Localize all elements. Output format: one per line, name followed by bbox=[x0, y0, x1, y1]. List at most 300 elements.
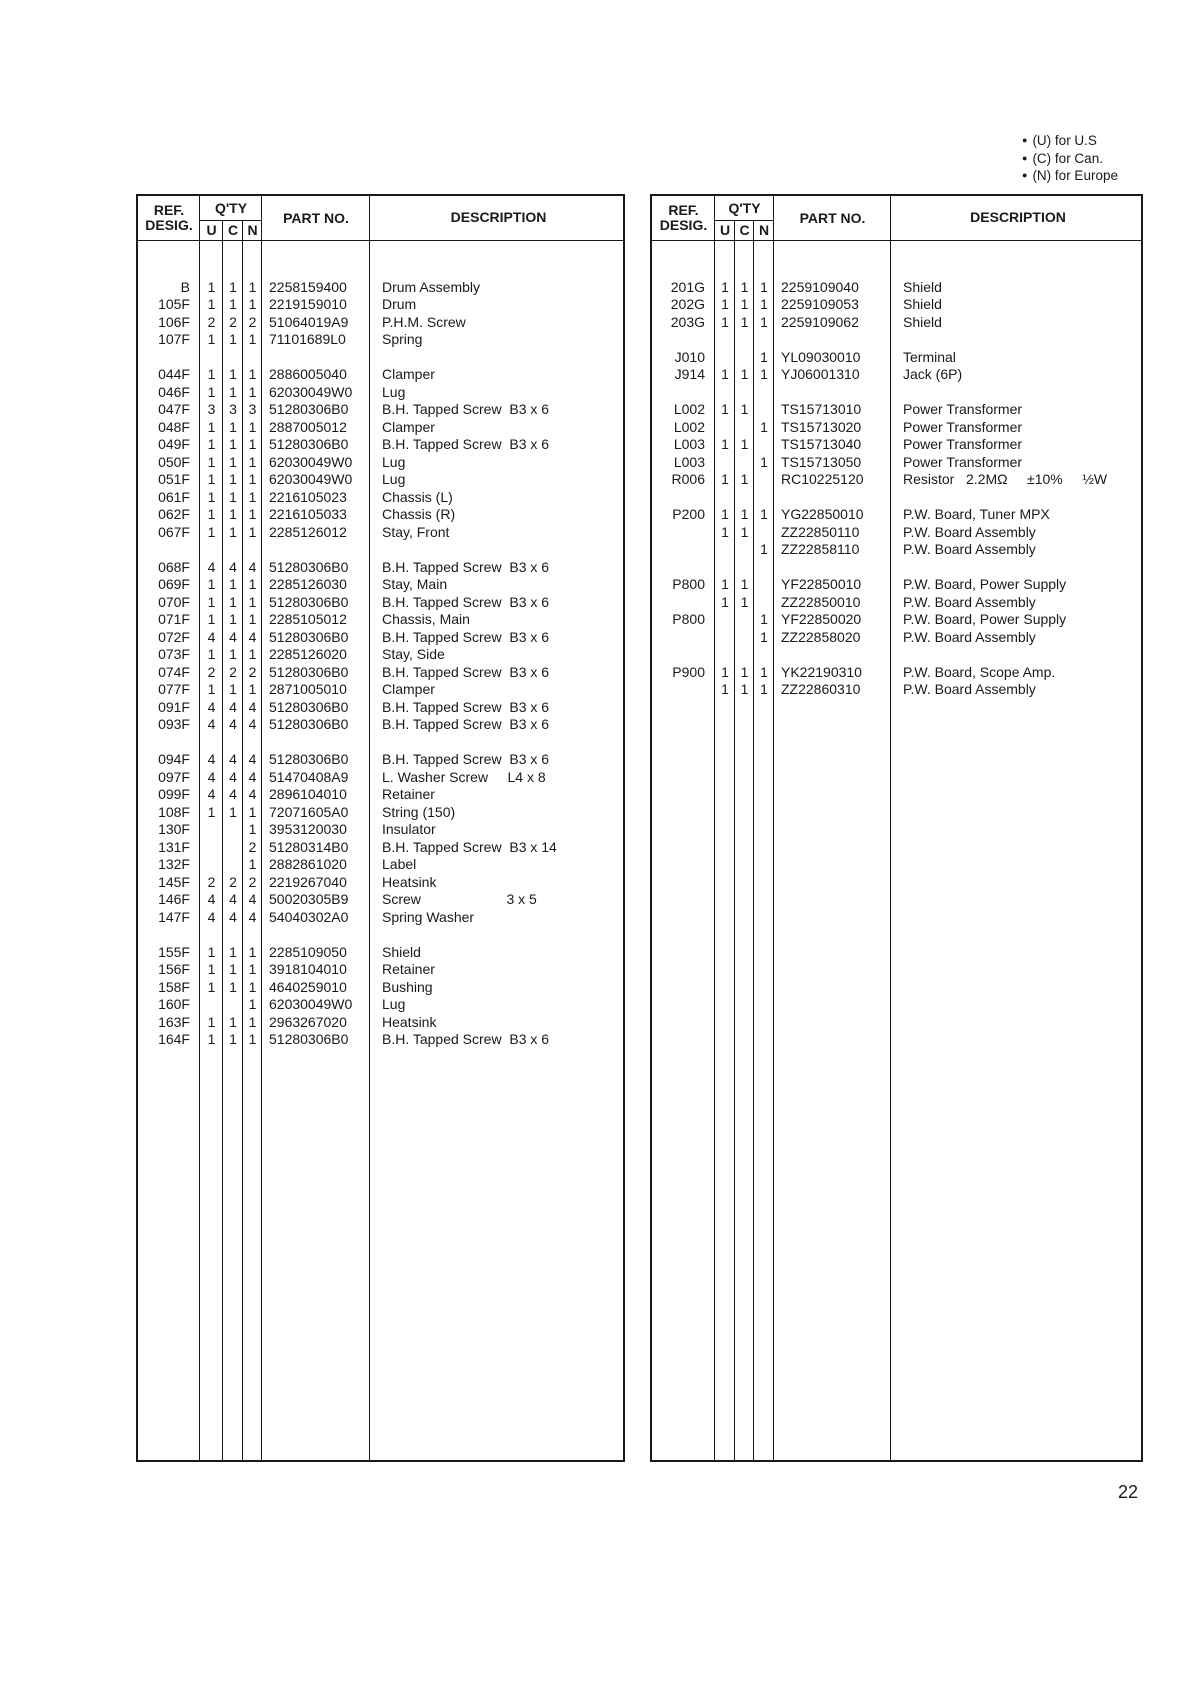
part-no-cell: 50020305B9 bbox=[269, 891, 349, 907]
table-row bbox=[138, 926, 623, 944]
part-no-cell: 2216105023 bbox=[269, 488, 347, 505]
part-no-cell: 2882861020 bbox=[269, 856, 347, 872]
part-no-cell: 2219159010 bbox=[269, 296, 347, 312]
qty-n-cell: 1 bbox=[248, 331, 257, 347]
qty-n-cell: 1 bbox=[248, 296, 257, 312]
qty-u-cell: 1 bbox=[207, 611, 216, 627]
qty-c-cell: 1 bbox=[229, 646, 237, 662]
part-no-cell: 3953120030 bbox=[269, 821, 347, 837]
ref-desig-cell: L003 bbox=[673, 436, 705, 452]
qty-c-cell: 1 bbox=[740, 663, 749, 680]
table-row bbox=[138, 541, 623, 559]
qty-n-cell: 1 bbox=[760, 506, 768, 522]
qty-n-cell: 4 bbox=[248, 768, 257, 785]
table-row bbox=[138, 804, 623, 822]
qty-c-cell: 1 bbox=[229, 523, 237, 540]
table-row bbox=[652, 349, 1141, 367]
description-cell: B.H. Tapped Screw B3 x 6 bbox=[382, 663, 550, 680]
ref-desig-cell: 077F bbox=[158, 681, 190, 697]
part-no-cell: 2258159400 bbox=[269, 278, 347, 295]
table-row bbox=[138, 506, 623, 524]
qty-n-cell: 1 bbox=[760, 681, 768, 697]
ref-desig-cell: 163F bbox=[158, 1013, 190, 1030]
description-cell: Chassis, Main bbox=[382, 611, 470, 627]
qty-c-cell: 4 bbox=[229, 768, 237, 785]
qty-n-cell: 1 bbox=[248, 506, 257, 522]
description-cell: Power Transformer bbox=[903, 401, 1023, 417]
table-row bbox=[138, 419, 623, 437]
qty-n-cell: 1 bbox=[248, 856, 257, 872]
qty-u-cell: 1 bbox=[207, 593, 216, 610]
part-no-cell: YJ06001310 bbox=[781, 366, 860, 382]
description-cell: Power Transformer bbox=[903, 418, 1023, 435]
description-cell: Clamper bbox=[382, 366, 435, 382]
table-row bbox=[138, 874, 623, 892]
description-cell: Chassis (L) bbox=[382, 488, 453, 505]
description-cell: Clamper bbox=[382, 681, 435, 697]
qty-n-cell: 1 bbox=[248, 961, 257, 977]
qty-u-cell: 1 bbox=[721, 663, 729, 680]
qty-u-cell: 1 bbox=[207, 681, 216, 697]
table-row bbox=[652, 489, 1141, 507]
ref-desig-cell: R006 bbox=[671, 471, 705, 487]
qty-u-cell: 1 bbox=[207, 803, 216, 820]
header-qty: Q'TY bbox=[728, 200, 761, 216]
qty-u-cell: 4 bbox=[207, 751, 216, 767]
qty-n-cell: 1 bbox=[248, 996, 257, 1012]
header-part-no: PART NO. bbox=[283, 210, 349, 226]
description-cell: Label bbox=[382, 856, 417, 872]
ref-desig-cell: 061F bbox=[158, 488, 190, 505]
table-row bbox=[138, 646, 623, 664]
qty-u-cell: 1 bbox=[207, 278, 216, 295]
ref-desig-cell: 156F bbox=[158, 961, 190, 977]
part-no-cell: 51280306B0 bbox=[269, 698, 349, 715]
table-row bbox=[652, 594, 1141, 612]
part-no-cell: 51280306B0 bbox=[269, 663, 349, 680]
table-row bbox=[138, 839, 623, 857]
qty-n-cell: 1 bbox=[248, 1013, 257, 1030]
table-row bbox=[138, 296, 623, 314]
table-row bbox=[138, 611, 623, 629]
qty-u-cell: 1 bbox=[207, 453, 216, 470]
description-cell: Lug bbox=[382, 471, 406, 487]
table-row bbox=[138, 716, 623, 734]
description-cell: Stay, Main bbox=[382, 576, 448, 592]
qty-c-cell: 4 bbox=[229, 891, 237, 907]
ref-desig-cell: 147F bbox=[158, 908, 190, 925]
ref-desig-cell: 091F bbox=[158, 698, 190, 715]
description-cell: L. Washer Screw L4 x 8 bbox=[382, 768, 546, 785]
part-no-cell: 2285109050 bbox=[269, 943, 347, 960]
qty-u-cell: 1 bbox=[721, 593, 729, 610]
header-n: N bbox=[247, 222, 258, 238]
part-no-cell: 51280314B0 bbox=[269, 838, 349, 855]
qty-n-cell: 1 bbox=[248, 488, 257, 505]
description-cell: Shield bbox=[903, 296, 942, 312]
table-row bbox=[138, 629, 623, 647]
table-row bbox=[138, 786, 623, 804]
qty-n-cell: 2 bbox=[248, 838, 257, 855]
ref-desig-cell: 160F bbox=[158, 996, 190, 1012]
part-no-cell: 72071605A0 bbox=[269, 803, 349, 820]
table-row bbox=[652, 524, 1141, 542]
table-row bbox=[138, 1031, 623, 1049]
ref-desig-cell: 068F bbox=[158, 558, 190, 575]
ref-desig-cell: 050F bbox=[158, 453, 190, 470]
part-no-cell: YK22190310 bbox=[781, 663, 862, 680]
page-number: 22 bbox=[1118, 1482, 1139, 1502]
table-row bbox=[652, 419, 1141, 437]
parts-table-right bbox=[650, 194, 1143, 1462]
part-no-cell: 2285126012 bbox=[269, 523, 347, 540]
qty-u-cell: 1 bbox=[207, 646, 216, 662]
part-no-cell: RC10225120 bbox=[781, 471, 864, 487]
table-row bbox=[652, 646, 1141, 664]
ref-desig-cell: L002 bbox=[673, 401, 705, 417]
qty-n-cell: 4 bbox=[248, 751, 257, 767]
part-no-cell: 51280306B0 bbox=[269, 558, 349, 575]
part-no-cell: 2259109062 bbox=[781, 313, 859, 330]
qty-c-cell: 1 bbox=[229, 961, 237, 977]
description-cell: Drum Assembly bbox=[382, 278, 481, 295]
ref-desig-cell: 071F bbox=[158, 611, 190, 627]
description-cell: Shield bbox=[382, 943, 421, 960]
part-no-cell: 51470408A9 bbox=[269, 768, 349, 785]
description-cell: Clamper bbox=[382, 418, 435, 435]
ref-desig-cell: 131F bbox=[158, 838, 190, 855]
qty-u-cell: 1 bbox=[207, 471, 216, 487]
qty-n-cell: 4 bbox=[248, 891, 257, 907]
description-cell: Stay, Side bbox=[382, 646, 445, 662]
table-row bbox=[138, 769, 623, 787]
description-cell: Screw 3 x 5 bbox=[382, 891, 537, 907]
part-no-cell: 2285126030 bbox=[269, 576, 347, 592]
qty-u-cell: 1 bbox=[721, 296, 729, 312]
part-no-cell: 2216105033 bbox=[269, 506, 347, 522]
qty-u-cell: 1 bbox=[207, 576, 216, 592]
qty-n-cell: 1 bbox=[248, 278, 257, 295]
part-no-cell: ZZ22850110 bbox=[781, 523, 860, 540]
ref-desig-cell: 164F bbox=[158, 1031, 190, 1047]
part-no-cell: 51280306B0 bbox=[269, 436, 349, 452]
qty-u-cell: 1 bbox=[721, 366, 729, 382]
table-row bbox=[652, 681, 1141, 699]
qty-u-cell: 4 bbox=[207, 628, 216, 645]
table-row bbox=[138, 366, 623, 384]
qty-c-cell: 2 bbox=[229, 313, 237, 330]
table-row bbox=[138, 524, 623, 542]
table-row bbox=[652, 454, 1141, 472]
qty-c-cell: 1 bbox=[229, 418, 237, 435]
description-cell: B.H. Tapped Screw B3 x 6 bbox=[382, 1031, 550, 1047]
description-cell: P.W. Board, Scope Amp. bbox=[903, 663, 1056, 680]
ref-desig-cell: 105F bbox=[158, 296, 190, 312]
description-cell: B.H. Tapped Screw B3 x 6 bbox=[382, 698, 550, 715]
table-row bbox=[138, 401, 623, 419]
part-no-cell: 2896104010 bbox=[269, 786, 347, 802]
table-row bbox=[138, 681, 623, 699]
qty-u-cell: 1 bbox=[207, 366, 216, 382]
part-no-cell: 51280306B0 bbox=[269, 593, 349, 610]
qty-c-cell: 1 bbox=[229, 488, 237, 505]
qty-u-cell: 1 bbox=[207, 523, 216, 540]
description-cell: Drum bbox=[382, 296, 417, 312]
qty-c-cell: 1 bbox=[229, 803, 237, 820]
qty-u-cell: 1 bbox=[207, 506, 216, 522]
part-no-cell: 2887005012 bbox=[269, 418, 347, 435]
header-c: C bbox=[227, 222, 239, 238]
part-no-cell: 3918104010 bbox=[269, 961, 347, 977]
description-cell: P.W. Board Assembly bbox=[903, 628, 1036, 645]
qty-u-cell: 4 bbox=[207, 891, 216, 907]
ref-desig-cell: 047F bbox=[158, 401, 190, 417]
qty-c-cell: 1 bbox=[740, 313, 749, 330]
header-ref: REF. bbox=[668, 202, 699, 218]
qty-n-cell: 3 bbox=[248, 401, 257, 417]
ref-desig-cell: P200 bbox=[672, 506, 705, 522]
qty-n-cell: 1 bbox=[248, 436, 257, 452]
qty-u-cell: 2 bbox=[207, 313, 216, 330]
table-row bbox=[138, 559, 623, 577]
header-desig: DESIG. bbox=[659, 217, 708, 233]
qty-c-cell: 4 bbox=[229, 698, 237, 715]
part-no-cell: TS15713040 bbox=[781, 436, 862, 452]
qty-u-cell: 1 bbox=[721, 401, 729, 417]
description-cell: Power Transformer bbox=[903, 453, 1023, 470]
ref-desig-cell: 074F bbox=[158, 663, 190, 680]
header-rule bbox=[138, 240, 623, 241]
qty-c-cell: 2 bbox=[229, 873, 237, 890]
description-cell: B.H. Tapped Screw B3 x 6 bbox=[382, 751, 550, 767]
qty-c-cell: 3 bbox=[229, 401, 237, 417]
description-cell: Spring Washer bbox=[382, 908, 475, 925]
part-no-cell: YF22850010 bbox=[781, 576, 862, 592]
qty-u-cell: 4 bbox=[207, 558, 216, 575]
ref-desig-cell: 070F bbox=[158, 593, 190, 610]
ref-desig-cell: 108F bbox=[158, 803, 190, 820]
part-no-cell: 62030049W0 bbox=[269, 453, 353, 470]
qty-n-cell: 1 bbox=[248, 821, 257, 837]
part-no-cell: YG22850010 bbox=[781, 506, 864, 522]
part-no-cell: 2886005040 bbox=[269, 366, 347, 382]
description-cell: Lug bbox=[382, 383, 406, 400]
table-row bbox=[652, 611, 1141, 629]
qty-n-cell: 1 bbox=[248, 943, 257, 960]
ref-desig-cell: L003 bbox=[673, 453, 705, 470]
parts-table-left bbox=[136, 194, 625, 1462]
qty-c-cell: 1 bbox=[229, 681, 237, 697]
header-description: DESCRIPTION bbox=[450, 209, 547, 225]
description-cell: Heatsink bbox=[382, 873, 437, 890]
description-cell: B.H. Tapped Screw B3 x 14 bbox=[382, 838, 557, 855]
table-row bbox=[138, 471, 623, 489]
qty-n-cell: 1 bbox=[248, 611, 257, 627]
description-cell: Lug bbox=[382, 996, 406, 1012]
part-no-cell: 2219267040 bbox=[269, 873, 347, 890]
table-row bbox=[652, 664, 1141, 682]
qty-n-cell: 1 bbox=[248, 453, 257, 470]
ref-desig-cell: 132F bbox=[158, 856, 190, 872]
qty-u-cell: 1 bbox=[207, 1013, 216, 1030]
qty-c-cell: 4 bbox=[229, 786, 237, 802]
description-cell: Terminal bbox=[903, 348, 956, 365]
header-qty: Q'TY bbox=[214, 200, 248, 216]
part-no-cell: TS15713010 bbox=[781, 401, 862, 417]
qty-n-cell: 1 bbox=[248, 646, 257, 662]
qty-n-cell: 1 bbox=[248, 383, 257, 400]
table-row bbox=[138, 664, 623, 682]
qty-n-cell: 1 bbox=[248, 523, 257, 540]
table-row bbox=[138, 909, 623, 927]
description-cell: Jack (6P) bbox=[903, 366, 963, 382]
qty-c-cell: 1 bbox=[740, 471, 749, 487]
qty-n-cell: 4 bbox=[248, 716, 257, 732]
table-row bbox=[138, 454, 623, 472]
qty-c-cell: 1 bbox=[740, 593, 749, 610]
region-legend bbox=[1022, 132, 1187, 185]
table-row bbox=[138, 489, 623, 507]
part-no-cell: ZZ22858110 bbox=[781, 541, 860, 557]
ref-desig-cell: J914 bbox=[674, 366, 705, 382]
ref-desig-cell: 145F bbox=[158, 873, 190, 890]
qty-u-cell: 2 bbox=[207, 873, 216, 890]
ref-desig-cell: 093F bbox=[158, 716, 190, 732]
qty-u-cell: 1 bbox=[207, 436, 216, 452]
qty-u-cell: 4 bbox=[207, 908, 216, 925]
ref-desig-cell: 072F bbox=[158, 628, 190, 645]
table-row bbox=[138, 996, 623, 1014]
qty-u-cell: 1 bbox=[721, 681, 729, 697]
qty-c-cell: 1 bbox=[229, 593, 237, 610]
table-row bbox=[652, 366, 1141, 384]
description-cell: B.H. Tapped Screw B3 x 6 bbox=[382, 716, 550, 732]
ref-desig-cell: B bbox=[180, 278, 190, 295]
qty-c-cell: 1 bbox=[229, 576, 237, 592]
description-cell: B.H. Tapped Screw B3 x 6 bbox=[382, 558, 550, 575]
part-no-cell: 51280306B0 bbox=[269, 716, 349, 732]
qty-c-cell: 1 bbox=[229, 296, 237, 312]
legend-europe: ● (N) for Europe bbox=[1022, 167, 1187, 185]
qty-c-cell: 4 bbox=[229, 751, 237, 767]
table-row bbox=[652, 296, 1141, 314]
part-no-cell: 51280306B0 bbox=[269, 1031, 349, 1047]
qty-c-cell: 4 bbox=[229, 558, 237, 575]
part-no-cell: 51280306B0 bbox=[269, 751, 349, 767]
qty-n-cell: 1 bbox=[248, 978, 257, 995]
part-no-cell: ZZ22850010 bbox=[781, 593, 861, 610]
table-row bbox=[138, 979, 623, 997]
ref-desig-cell: 203G bbox=[670, 313, 705, 330]
ref-desig-cell: 067F bbox=[158, 523, 190, 540]
table-row bbox=[652, 436, 1141, 454]
ref-desig-cell: 046F bbox=[158, 383, 190, 400]
part-no-cell: 62030049W0 bbox=[269, 383, 353, 400]
ref-desig-cell: 099F bbox=[158, 786, 190, 802]
ref-desig-cell: 044F bbox=[158, 366, 190, 382]
table-row bbox=[652, 576, 1141, 594]
ref-desig-cell: 069F bbox=[158, 576, 190, 592]
part-no-cell: 51280306B0 bbox=[269, 401, 349, 417]
qty-u-cell: 2 bbox=[207, 663, 216, 680]
description-cell: Stay, Front bbox=[382, 523, 450, 540]
part-no-cell: ZZ22860310 bbox=[781, 681, 861, 697]
description-cell: P.W. Board Assembly bbox=[903, 541, 1036, 557]
table-row bbox=[138, 331, 623, 349]
qty-u-cell: 1 bbox=[207, 488, 216, 505]
qty-header-rule bbox=[715, 220, 774, 221]
qty-n-cell: 1 bbox=[248, 366, 257, 382]
qty-n-cell: 2 bbox=[248, 663, 257, 680]
ref-desig-cell: P800 bbox=[672, 611, 705, 627]
header-part-no: PART NO. bbox=[799, 210, 866, 226]
qty-c-cell: 1 bbox=[229, 611, 237, 627]
table-row bbox=[138, 961, 623, 979]
qty-u-cell: 1 bbox=[207, 978, 216, 995]
ref-desig-cell: 073F bbox=[158, 646, 190, 662]
table-row bbox=[652, 401, 1141, 419]
qty-u-cell: 1 bbox=[207, 1031, 216, 1047]
qty-u-cell: 4 bbox=[207, 786, 216, 802]
qty-c-cell: 1 bbox=[229, 471, 237, 487]
table-row bbox=[652, 331, 1141, 349]
description-cell: P.W. Board, Power Supply bbox=[903, 576, 1067, 592]
header-ref: REF. bbox=[153, 202, 185, 218]
qty-c-cell: 1 bbox=[229, 278, 237, 295]
description-cell: String (150) bbox=[382, 803, 456, 820]
part-no-cell: 54040302A0 bbox=[269, 908, 349, 925]
qty-c-cell: 1 bbox=[740, 296, 749, 312]
qty-u-cell: 1 bbox=[207, 296, 216, 312]
qty-c-cell: 1 bbox=[229, 331, 237, 347]
qty-c-cell: 1 bbox=[229, 943, 237, 960]
description-cell: P.H.M. Screw bbox=[382, 313, 466, 330]
ref-desig-cell: 155F bbox=[158, 943, 190, 960]
qty-u-cell: 1 bbox=[721, 278, 729, 295]
part-no-cell: 71101689L0 bbox=[269, 331, 346, 347]
description-cell: Shield bbox=[903, 313, 942, 330]
qty-c-cell: 2 bbox=[229, 663, 237, 680]
qty-n-cell: 1 bbox=[760, 541, 768, 557]
description-cell: Insulator bbox=[382, 821, 436, 837]
header-u: U bbox=[719, 222, 731, 238]
ref-desig-cell: L002 bbox=[673, 418, 705, 435]
ref-desig-cell: 051F bbox=[158, 471, 190, 487]
ref-desig-cell: J010 bbox=[674, 348, 705, 365]
table-row bbox=[652, 261, 1141, 279]
part-no-cell: YF22850020 bbox=[781, 611, 862, 627]
qty-u-cell: 1 bbox=[721, 471, 729, 487]
qty-u-cell: 1 bbox=[207, 331, 216, 347]
description-cell: Retainer bbox=[382, 786, 435, 802]
part-no-cell: 2963267020 bbox=[269, 1013, 347, 1030]
part-no-cell: 2285126020 bbox=[269, 646, 347, 662]
table-row bbox=[652, 314, 1141, 332]
qty-n-cell: 4 bbox=[248, 558, 257, 575]
qty-c-cell: 1 bbox=[740, 436, 749, 452]
description-cell: Shield bbox=[903, 278, 942, 295]
part-no-cell: 4640259010 bbox=[269, 978, 347, 995]
table-row bbox=[138, 384, 623, 402]
header-u: U bbox=[206, 222, 217, 238]
qty-n-cell: 2 bbox=[248, 313, 257, 330]
part-no-cell: 2259109053 bbox=[781, 296, 859, 312]
qty-n-cell: 4 bbox=[248, 908, 257, 925]
legend-canada: ● (C) for Can. bbox=[1022, 150, 1187, 168]
table-row bbox=[138, 576, 623, 594]
qty-n-cell: 1 bbox=[248, 1031, 257, 1047]
qty-n-cell: 4 bbox=[248, 628, 257, 645]
